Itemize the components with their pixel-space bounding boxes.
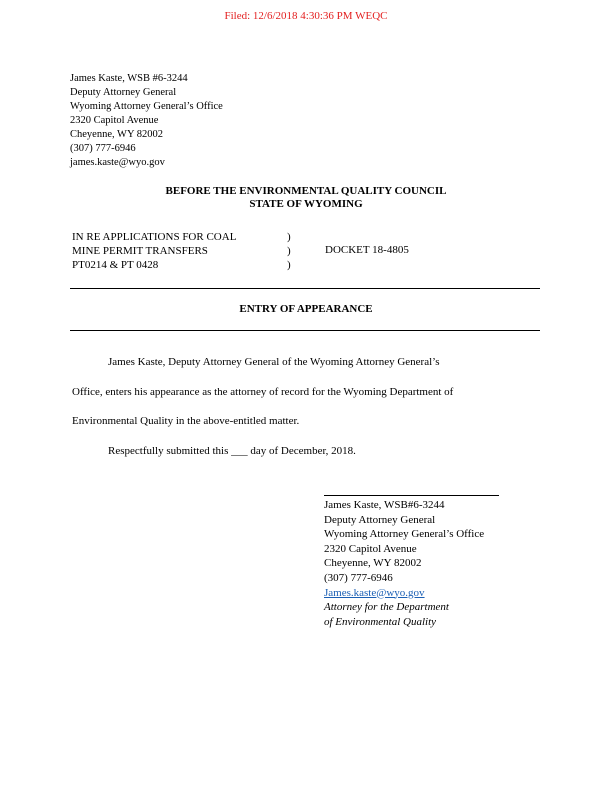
attorney-street: 2320 Capitol Avenue bbox=[70, 115, 159, 126]
attorney-email: james.kaste@wyo.gov bbox=[70, 157, 165, 168]
caption-line-1: IN RE APPLICATIONS FOR COAL bbox=[72, 231, 237, 243]
attorney-title: Deputy Attorney General bbox=[70, 87, 177, 98]
case-caption bbox=[72, 230, 236, 272]
attorney-name: James Kaste, WSB #6-3244 bbox=[70, 73, 188, 84]
body-line-3: Environmental Quality in the above-entitled matter. bbox=[72, 415, 300, 427]
caption-line-3: PT0214 & PT 0428 bbox=[72, 259, 159, 271]
body-line-1: James Kaste, Deputy Attorney General of the Wyoming Attorney General’s bbox=[108, 356, 440, 368]
caption-line-2: MINE PERMIT TRANSFERS bbox=[72, 245, 208, 257]
caption-paren: ) bbox=[287, 259, 291, 271]
signature-phone: (307) 777-6946 bbox=[324, 571, 393, 584]
caption-parens bbox=[287, 230, 291, 272]
signature-street: 2320 Capitol Avenue bbox=[324, 542, 417, 555]
signature-role-line2: of Environmental Quality bbox=[324, 615, 437, 628]
body-text bbox=[72, 348, 544, 466]
attorney-city: Cheyenne, WY 82002 bbox=[70, 129, 164, 140]
body-line-2: Office, enters his appearance as the attorney of record for the Wyoming Department of bbox=[72, 385, 454, 398]
signature-email-link[interactable]: James.kaste@wyo.gov bbox=[324, 586, 425, 599]
filed-stamp: Filed: 12/6/2018 4:30:36 PM WEQC bbox=[224, 10, 388, 22]
court-heading bbox=[0, 185, 612, 211]
signature-city: Cheyenne, WY 82002 bbox=[324, 557, 422, 570]
signature-title: Deputy Attorney General bbox=[324, 513, 436, 526]
signature-role-line1: Attorney for the Department bbox=[324, 601, 449, 614]
attorney-phone: (307) 777-6946 bbox=[70, 143, 136, 154]
signature-office: Wyoming Attorney General’s Office bbox=[324, 528, 485, 541]
signature-line bbox=[324, 495, 499, 496]
submitted-line: Respectfully submitted this ___ day of December, 2018. bbox=[108, 444, 356, 457]
court-heading-line2: STATE OF WYOMING bbox=[249, 198, 363, 210]
divider-bottom bbox=[70, 330, 540, 331]
caption-paren: ) bbox=[287, 231, 291, 243]
docket-number: DOCKET 18-4805 bbox=[325, 244, 409, 256]
document-title: ENTRY OF APPEARANCE bbox=[239, 303, 373, 315]
attorney-header-block bbox=[70, 72, 223, 170]
divider-top bbox=[70, 288, 540, 289]
signature-name: James Kaste, WSB#6-3244 bbox=[324, 499, 445, 511]
attorney-office: Wyoming Attorney General’s Office bbox=[70, 101, 223, 112]
signature-block bbox=[324, 498, 484, 629]
court-heading-line1: BEFORE THE ENVIRONMENTAL QUALITY COUNCIL bbox=[165, 185, 447, 197]
caption-paren: ) bbox=[287, 245, 291, 257]
